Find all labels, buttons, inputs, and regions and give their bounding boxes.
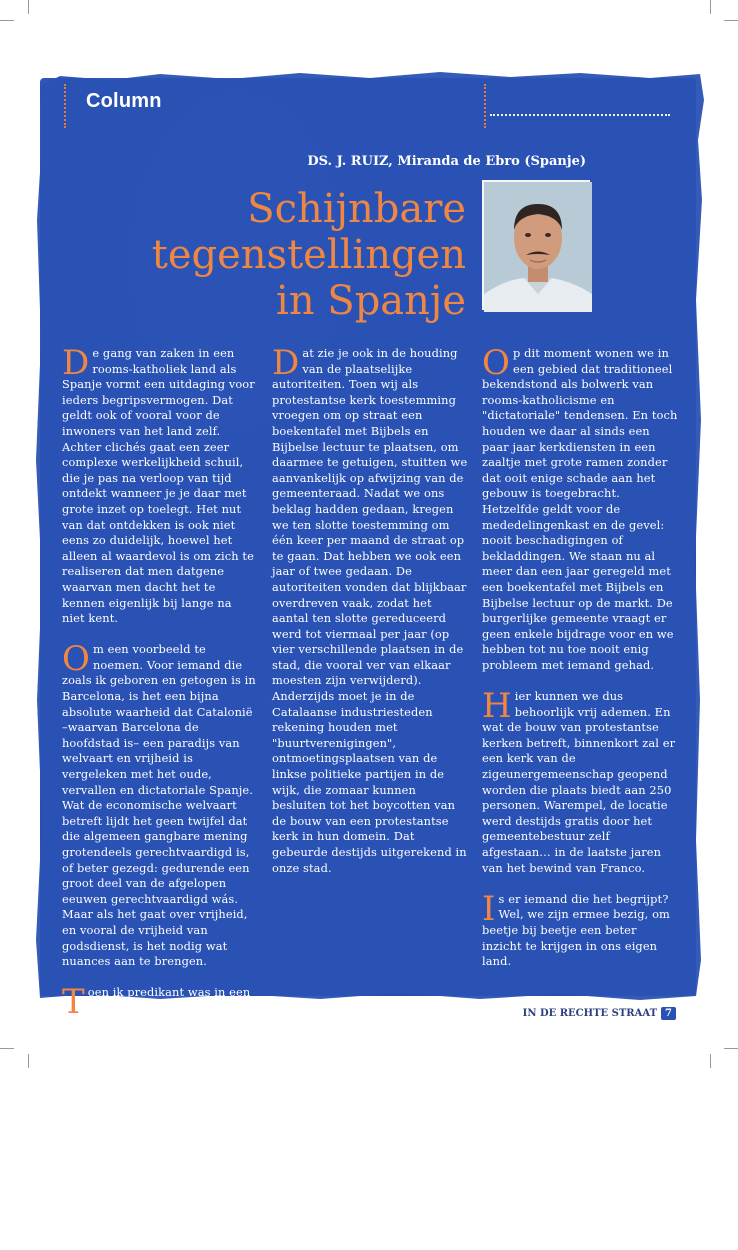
headline-line-1: Schijnbare [247, 186, 466, 232]
header-divider-left [64, 84, 66, 128]
portrait-illustration [484, 182, 592, 312]
paragraph-text: m een voorbeeld te noemen. Voor iemand die zoals ik geboren en getogen is in Barcelona, is het een bijna absolute waarheid dat Catalonië –waarvan Barcelona de hoofdstad is– een paradijs van welvaart en vrijheid is vergeleken met het oude, vervallen en dictatoriale Spanje. Wat de economische welvaart betreft lijdt het geen twijfel dat die algemeen gangbare mening grotendeels gerechtvaardigd is, of beter gezegd: gedurende een groot deel van de afgelopen eeuwen gerechtvaardigd wás. Maar als het gaat over vrijheid, en vooral de vrijheid van godsdienst, is het nodig wat nuances aan te brengen. [62, 642, 256, 969]
paragraph-text: ier kunnen we dus behoorlijk vrij ademen. En wat de bouw van protestantse kerken betreft, binnenkort zal er een kerk van de zigeunergemeenschap geopend worden die plaats biedt aan 250 personen. Warempel, de locatie werd destijds gratis door het gemeentebestuur zelf afgestaan… in de laatste jaren van het bewind van Franco. [482, 689, 676, 875]
paragraph-text: p dit moment wonen we in een gebied dat traditioneel bekendstond als bolwerk van rooms-katholicisme en "dictatoriale" tendensen. En toch houden we daar al sinds een paar jaar kerkdiensten in een zaaltje met grote ramen zonder dat ooit enige schade aan het gebouw is toegebracht. Hetzelfde geldt voor de mededelingenkast en de gevel: nooit beschadigingen of bekladdingen. We staan nu al meer dan een jaar geregeld met een boekentafel met Bijbels en Bijbelse lectuur op de markt. De burgerlijke gemeente vraagt er geen enkele bijdrage voor en we hebben tot nu toe nooit enig probleem met iemand gehad. [482, 346, 678, 672]
header-rule [490, 114, 670, 116]
magazine-name: IN DE RECHTE STRAAT [522, 1008, 658, 1019]
author-byline: DS. J. RUIZ, Miranda de Ebro (Spanje) [307, 154, 586, 169]
header-divider-right [484, 84, 486, 128]
paragraph-text: e gang van zaken in een rooms-katholiek land als Spanje vormt een uitdaging voor ieders begripsvermogen. Dat geldt ook of vooral voor de inwoners van het land zelf. Achter clichés gaat een zeer complexe werkelijkheid schuil, die je pas na verloop van tijd ontdekt wanneer je je daar met grote inzet op toelegt. Het nut van dat ontdekken is ook niet eens zo duidelijk, hoewel het alleen al waardevol is om zich te realiseren dat men datgene waarvan men dacht het te kennen eigenlijk bij lange na niet kent. [62, 346, 255, 626]
headline-line-2: tegenstellingen [151, 232, 466, 278]
paragraph-4 [272, 343, 468, 876]
paragraph-2 [62, 639, 258, 969]
paragraph-text: oen ik predikant was in een stad in de buurt van Barcelona, mijn geboorteplaats, werden de ruiten van onze kerk tot twee keer toe ingegooid. Ook werd het mededelingenkastje naast de ingang vernield. Je zou kunnen denken dat dit uitingen zijn van vandalisme, zoals je die in iedere grote stad tegenkomt, maar als het erop aankomt gaat het hier om een uiting van een diepgewortelde antichristelijke houding in een vanouds anarchistische en revolutionaire omgeving. [62, 985, 255, 1234]
page-footer [523, 1007, 676, 1020]
article-column-2 [272, 343, 468, 892]
paragraph-5 [482, 343, 678, 673]
paragraph-6 [482, 686, 678, 876]
dropcap: H [482, 686, 512, 727]
dropcap: O [62, 639, 90, 680]
dropcap: I [482, 888, 496, 929]
dropcap: O [482, 343, 510, 383]
dropcap: T [62, 982, 85, 1023]
article-column-3 [482, 343, 678, 985]
dropcap: D [272, 343, 300, 383]
author-portrait [482, 180, 590, 310]
headline-line-3: in Spanje [276, 278, 466, 324]
page-number: 7 [661, 1007, 676, 1020]
paragraph-text: at zie je ook in de houding van de plaatselijke autoriteiten. Toen wij als protestantse kerk toestemming vroegen om op straat een boekentafel met Bijbels en Bijbelse lectuur te plaatsen, om daarmee te getuigen, stuitten we aanvankelijk op afwijzing van de gemeenteraad. Nadat we ons beklag hadden gedaan, kregen we ten slotte toestemming om één keer per maand de straat op te gaan. Dat hebben we ook een jaar of twee gedaan. De autoriteiten vonden dat blijkbaar overdreven vaak, zodat het aantal ten slotte gereduceerd werd tot viermaal per jaar (op vier verschillende plaatsen in de stad, die vooral ver van elkaar moesten zijn verwijderd). Anderzijds moet je in de Catalaanse industriesteden rekening houden met "buurtverenigingen", ontmoetingsplaatsen van de linkse politieke partijen in de wijk, die zomaar kunnen besluiten tot het boycotten van de bouw van een protestantse kerk in hun domein. Dat gebeurde destijds uitgerekend in onze stad. [272, 346, 468, 875]
paragraph-text: s er iemand die het begrijpt? Wel, we zijn ermee bezig, om beetje bij beetje een beter inzicht te krijgen in ons eigen land. [482, 891, 670, 969]
paragraph-3 [62, 982, 258, 1235]
article-headline [152, 186, 466, 324]
section-title: Column [86, 90, 162, 112]
dropcap: D [62, 343, 90, 383]
paragraph-1 [62, 343, 258, 627]
article-column-1 [62, 343, 258, 1250]
paragraph-7 [482, 888, 678, 970]
